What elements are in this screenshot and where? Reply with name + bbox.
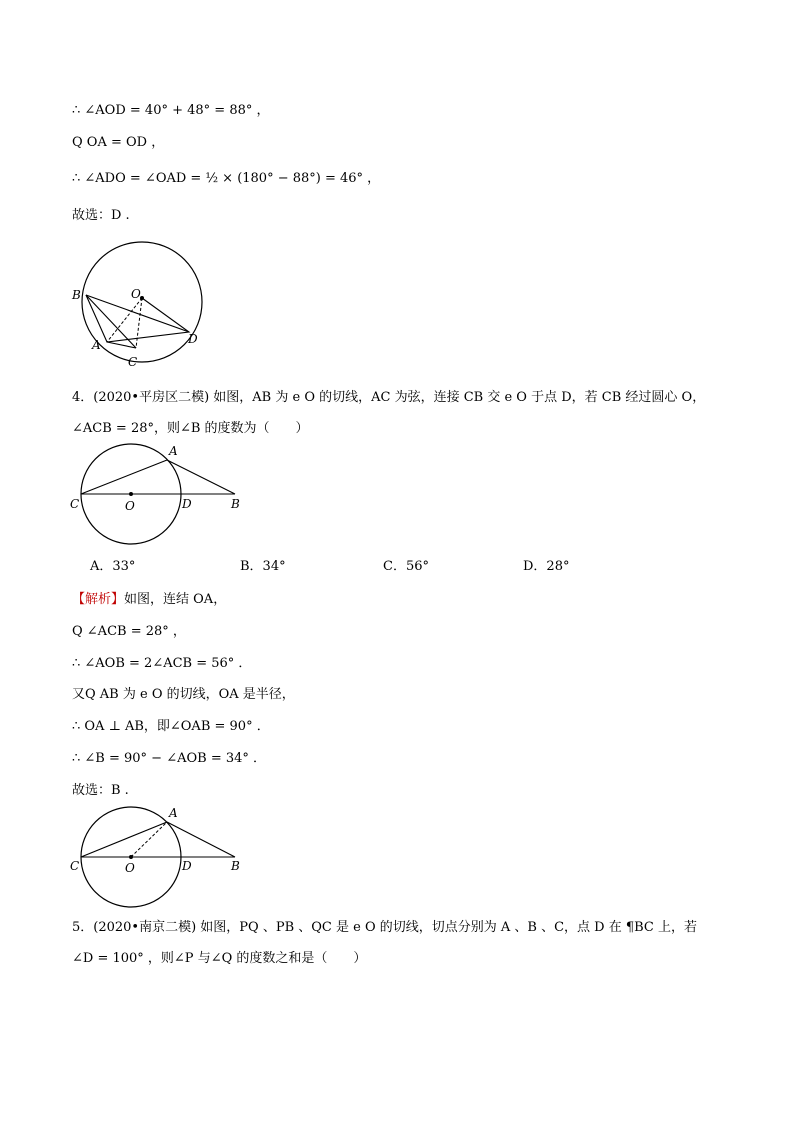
- q4s-label-O: O: [125, 861, 135, 875]
- q4-stem-line-2: ∠ACB = 28°，则∠B 的度数为（ ）: [72, 421, 309, 436]
- choice-c: C．56°: [383, 559, 429, 574]
- q4-stem-line-1: 4．(2020•平房区二模) 如图，AB 为 e O 的切线，AC 为弦，连接 CB 交 e O 于点 D，若 CB 经过圆心 O，: [72, 390, 706, 405]
- choice-a: A．33°: [90, 559, 136, 574]
- q4-label-D: D: [182, 497, 192, 511]
- q5-stem-line-2: ∠D = 100° ，则∠P 与∠Q 的度数之和是（ ）: [72, 951, 367, 966]
- q4s-label-B: B: [231, 859, 240, 873]
- q4-step-1: Q ∠ACB = 28° ，: [72, 624, 186, 639]
- choice-d: D．28°: [523, 559, 570, 574]
- q4-label-B: B: [231, 497, 240, 511]
- q4-step-4: ∴ OA ⊥ AB，即∠OAB = 90° ．: [72, 719, 270, 734]
- analysis-lead: 如图，连结 OA，: [124, 592, 227, 607]
- q4-step-5: ∴ ∠B = 90° − ∠AOB = 34° ．: [72, 751, 267, 766]
- figure-q4: [68, 442, 253, 552]
- q4s-label-D: D: [182, 859, 192, 873]
- q4-step-3: 又Q AB 为 e O 的切线，OA 是半径，: [72, 687, 295, 702]
- label-C: C: [128, 355, 138, 369]
- answer-line: 故选：D .: [72, 208, 130, 223]
- label-A: A: [92, 338, 101, 352]
- solution-line-2: Q OA = OD ，: [72, 135, 165, 150]
- q5-stem-line-1: 5．(2020•南京二模) 如图，PQ 、PB 、QC 是 e O 的切线，切点分别为 A 、B 、C，点 D 在 ¶BC 上，若: [72, 920, 698, 935]
- q4-answer: 故选：B .: [72, 783, 129, 798]
- q4-label-A: A: [169, 444, 178, 458]
- q4-label-C: C: [70, 497, 80, 511]
- q4-label-O: O: [125, 499, 135, 513]
- q4s-label-C: C: [70, 859, 80, 873]
- q4-analysis-line: [72, 591, 226, 609]
- solution-line-1: ∴ ∠AOD = 40° + 48° = 88° ，: [72, 103, 270, 118]
- label-O: O: [131, 287, 141, 301]
- label-B: B: [72, 288, 81, 302]
- choice-b: B．34°: [240, 559, 286, 574]
- q4-step-2: ∴ ∠AOB = 2∠ACB = 56° ．: [72, 656, 252, 671]
- figure-q4-solution: [68, 804, 253, 908]
- figure-circle-abcd: [70, 236, 210, 372]
- label-D: D: [188, 332, 198, 346]
- analysis-tag: 【解析】: [72, 592, 125, 607]
- solution-line-3: ∴ ∠ADO = ∠OAD = ½ × (180° − 88°) = 46° ，: [72, 171, 381, 186]
- q4s-label-A: A: [169, 806, 178, 820]
